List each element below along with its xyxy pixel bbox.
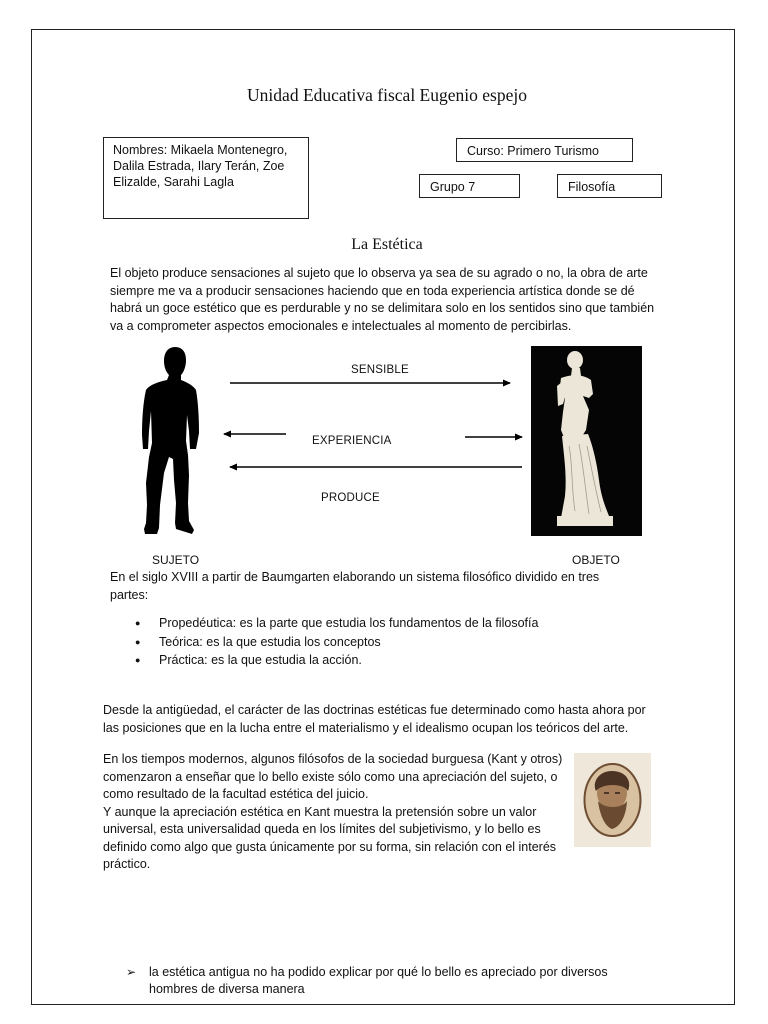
history-paragraph: Desde la antigüedad, el carácter de las doctrinas estéticas fue determinado como hasta ahora por las posiciones que en la lucha entre el materialismo y el idealismo ocupan los teóricos del arte. <box>103 703 646 735</box>
philosopher-portrait-image <box>574 753 651 847</box>
intro-paragraph: El objeto produce sensaciones al sujeto que lo observa ya sea de su agrado o no, la obra de arte siempre me va a producir sensaciones haciendo que en toda experiencia artística donde se dé habrá un goce estético que es perdurable y no se delimitara solo en los sentidos sino que también va a comprometer aspectos emocionales e intelectuales al momento de percibirlas. <box>110 266 655 333</box>
names-box: Nombres: Mikaela Montenegro, Dalila Estrada, Ilary Terán, Zoe Elizalde, Sarahi Lagla <box>103 137 309 219</box>
parts-list <box>135 614 635 670</box>
subject-silhouette-image <box>138 345 208 540</box>
sensible-label: SENSIBLE <box>351 364 409 373</box>
final-point <box>126 964 646 998</box>
experiencia-label: EXPERIENCIA <box>312 435 392 444</box>
kant-paragraph-2: Y aunque la apreciación estética en Kant muestra la pretensión sobre un valor universal, esta universalidad queda en los límites del subjetivismo, y lo bello es definido como algo que gusta únicamente por su forma, sin relación con el interés práctico. <box>103 804 557 871</box>
school-title: Unidad Educativa fiscal Eugenio espejo <box>247 85 527 105</box>
diagram-arrows <box>220 375 525 475</box>
final-point-text: la estética antigua no ha podido explicar por qué lo bello es apreciado por diversos hombres de diversa manera <box>149 965 608 996</box>
group-box: Grupo 7 <box>419 174 520 198</box>
section-title: La Estética <box>351 236 423 253</box>
kant-paragraph <box>103 751 568 874</box>
list-item: ● Práctica: es la que estudia la acción. <box>135 651 635 670</box>
subject-box: Filosofía <box>557 174 662 198</box>
list-item: ● Teórica: es la que estudia los conceptos <box>135 633 635 652</box>
produce-label: PRODUCE <box>321 492 380 501</box>
list-item: ● Propedéutica: es la parte que estudia los fundamentos de la filosofía <box>135 614 635 633</box>
venus-statue-image <box>531 346 642 536</box>
course-box: Curso: Primero Turismo <box>456 138 633 162</box>
objeto-caption: OBJETO <box>572 553 620 567</box>
baumgarten-paragraph: En el siglo XVIII a partir de Baumgarten elaborando un sistema filosófico dividido en tres partes: <box>110 570 600 602</box>
sujeto-caption: SUJETO <box>152 553 200 565</box>
arrow-bullet-icon: ➢ <box>126 965 137 979</box>
kant-paragraph-1: En los tiempos modernos, algunos filósofos de la sociedad burguesa (Kant y otros) comenzaron a enseñar que lo bello existe sólo como una apreciación del sujeto, o como resultado de la facultad estética del juicio. <box>103 752 563 801</box>
